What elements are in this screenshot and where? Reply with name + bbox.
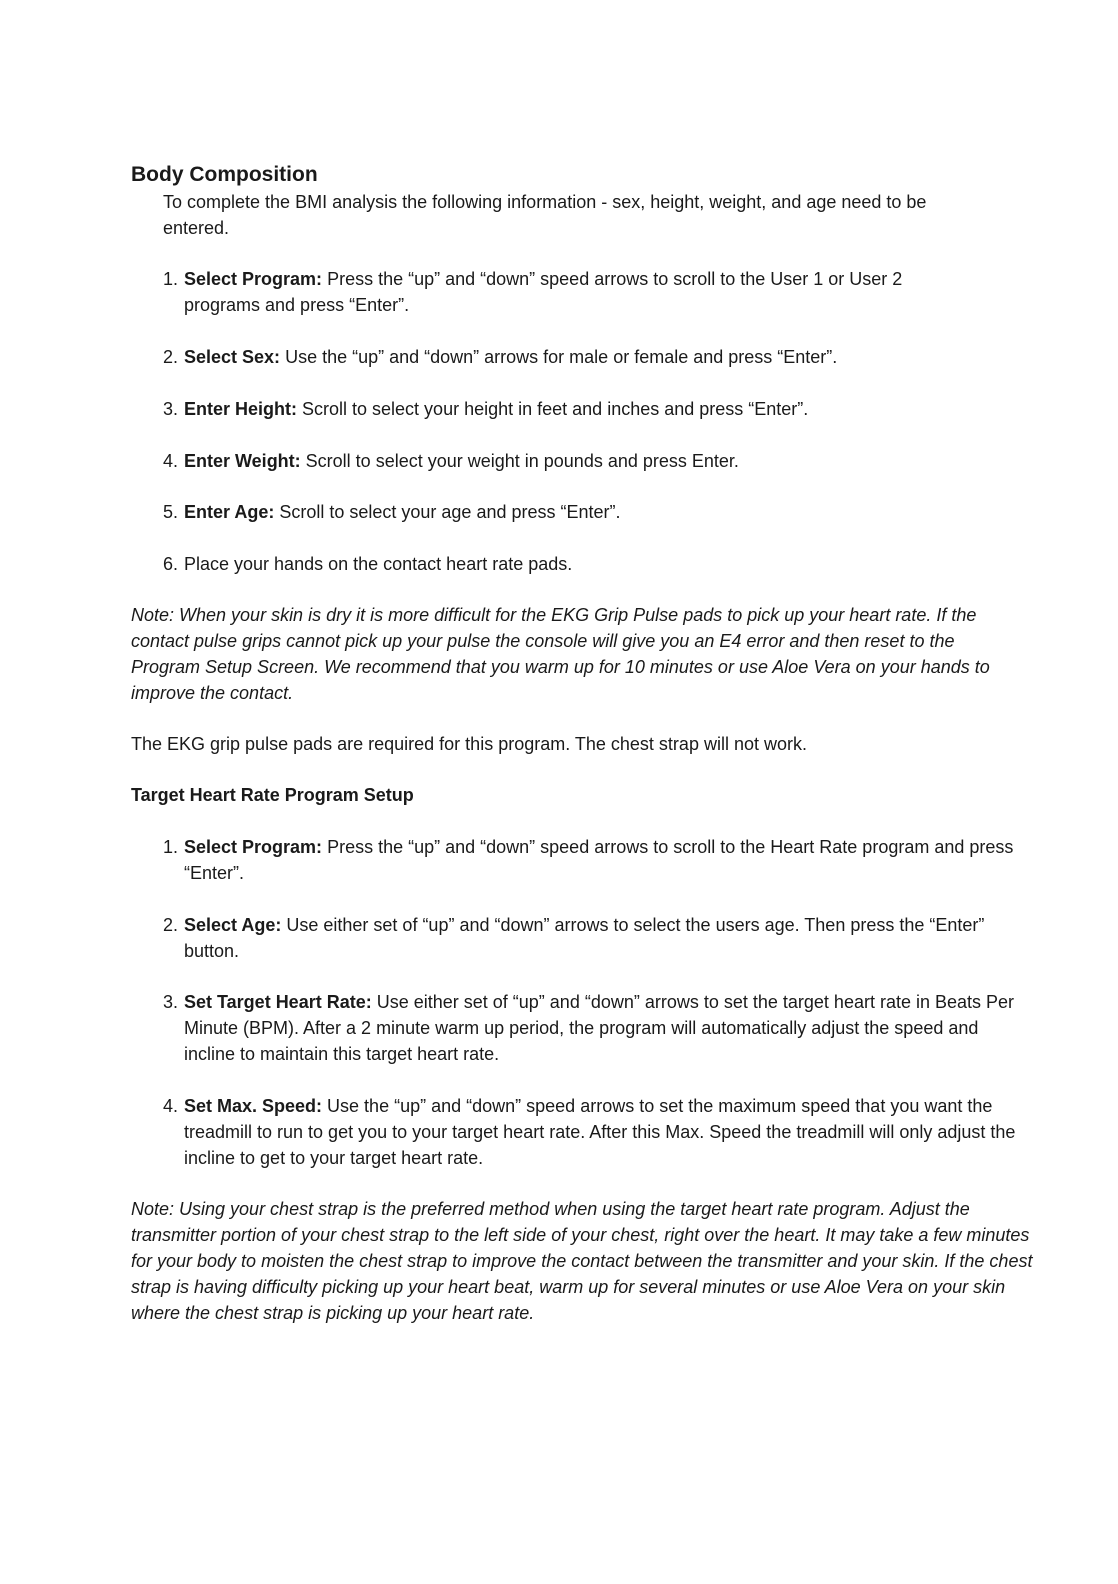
- step-label: Select Age:: [184, 915, 282, 935]
- step-label: Select Sex:: [184, 347, 281, 367]
- step-label: Select Program:: [184, 837, 323, 857]
- step-number: 3.: [163, 399, 179, 419]
- step-text: Use the “up” and “down” speed arrows to set the maximum speed that you want the treadmill to run to get you to your target heart rate. After this Max. Speed the treadmill will only adjust the incline to get to your target heart rate.: [184, 1096, 1016, 1168]
- step-body: [184, 499, 621, 525]
- step-number: 4.: [163, 1096, 179, 1116]
- step-text: Use either set of “up” and “down” arrows to set the target heart rate in Beats Per Minute (BPM). After a 2 minute warm up period, the program will automatically adjust the speed and incline to maintain this target heart rate.: [184, 992, 1015, 1064]
- step-text: Use the “up” and “down” arrows for male or female and press “Enter”.: [280, 347, 838, 367]
- step-text: Press the “up” and “down” speed arrows to scroll to the User 1 or User 2 programs and press “Enter”.: [184, 269, 903, 315]
- list-item: [163, 396, 1023, 422]
- step-text: Scroll to select your weight in pounds and press Enter.: [300, 451, 739, 471]
- step-number: 6.: [163, 554, 179, 574]
- step-label: Enter Age:: [184, 502, 275, 522]
- section-title-target-heart-rate: Target Heart Rate Program Setup: [131, 785, 414, 805]
- step-number: 2.: [163, 915, 179, 935]
- list-item: [163, 989, 1033, 1067]
- step-text: Press the “up” and “down” speed arrows to scroll to the Heart Rate program and press “Enter”.: [184, 837, 1014, 883]
- note-chest-strap: Note: Using your chest strap is the preferred method when using the target heart rate program. Adjust the transmitter portion of your chest strap to the left side of your chest, right over the heart. It may take a few minutes for your body to moisten the chest strap to improve the contact between the transmitter and your skin. If the chest strap is having difficulty picking up your heart beat, warm up for several minutes or use Aloe Vera on your skin where the chest strap is picking up your heart rate.: [131, 1199, 1033, 1323]
- step-text: Scroll to select your age and press “Enter”.: [274, 502, 621, 522]
- step-label: Enter Height:: [184, 399, 298, 419]
- step-body: [184, 551, 572, 577]
- step-label: Select Program:: [184, 269, 323, 289]
- step-body: [184, 344, 837, 370]
- section-title-body-composition: Body Composition: [131, 163, 318, 186]
- step-number: 5.: [163, 502, 179, 522]
- step-body: [184, 912, 993, 964]
- step-text: Place your hands on the contact heart rate pads.: [184, 554, 573, 574]
- list-item: [163, 344, 1023, 370]
- note-grip-pulse: Note: When your skin is dry it is more difficult for the EKG Grip Pulse pads to pick up your heart rate. If the contact pulse grips cannot pick up your pulse the console will give you an E4 error and then reset to the Program Setup Screen. We recommend that you warm up for 10 minutes or use Aloe Vera on your hands to improve the contact.: [131, 605, 990, 703]
- step-body: [184, 396, 808, 422]
- step-text: Scroll to select your height in feet and inches and press “Enter”.: [297, 399, 809, 419]
- step-body: [184, 834, 1033, 886]
- list-item: [163, 1093, 1043, 1171]
- list-item: [163, 551, 1023, 577]
- list-item: [163, 912, 993, 964]
- step-number: 1.: [163, 837, 179, 857]
- step-body: [184, 1093, 1043, 1171]
- step-label: Set Target Heart Rate:: [184, 992, 372, 1012]
- step-label: Set Max. Speed:: [184, 1096, 323, 1116]
- step-number: 4.: [163, 451, 179, 471]
- list-item: [163, 448, 1023, 474]
- list-item: [163, 834, 1033, 886]
- step-body: [184, 989, 1033, 1067]
- step-label: Enter Weight:: [184, 451, 301, 471]
- intro-paragraph: To complete the BMI analysis the following information - sex, height, weight, and age need to be entered.: [163, 192, 927, 238]
- step-body: [184, 448, 739, 474]
- step-number: 3.: [163, 992, 179, 1012]
- grip-pulse-required-text: The EKG grip pulse pads are required for this program. The chest strap will not work.: [131, 734, 807, 754]
- step-number: 2.: [163, 347, 179, 367]
- step-text: Use either set of “up” and “down” arrows to select the users age. Then press the “Enter” button.: [184, 915, 985, 961]
- list-item: [163, 499, 1023, 525]
- step-number: 1.: [163, 269, 179, 289]
- list-item: [163, 266, 953, 318]
- step-body: [184, 266, 953, 318]
